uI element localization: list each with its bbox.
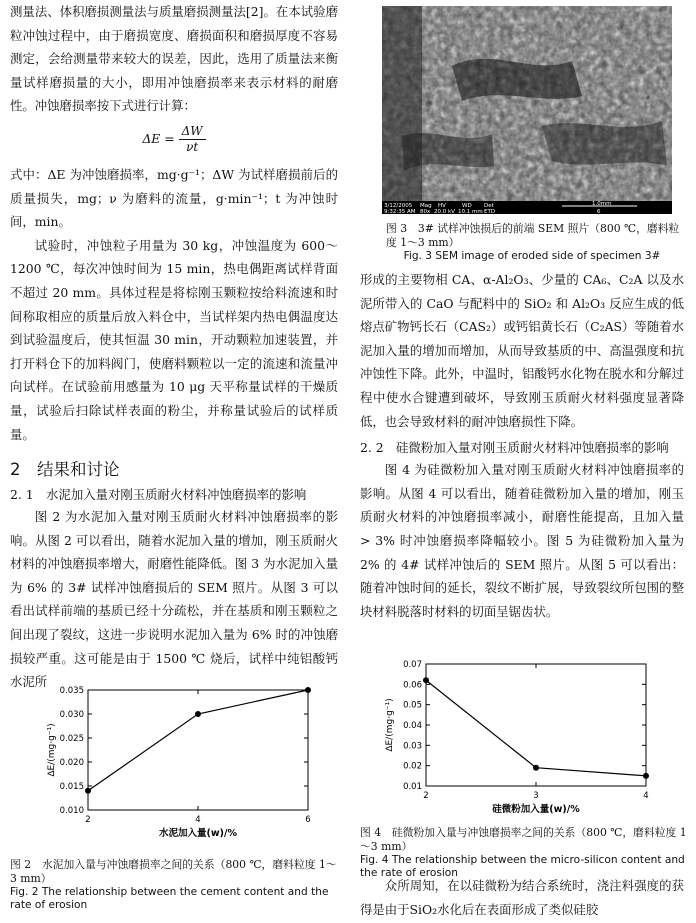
sem-time: 9:32:35 AM — [384, 209, 416, 214]
sem-wd-value: 10.1 mm — [458, 209, 483, 214]
x-axis-label: 硅微粉加入量(w)/% — [492, 804, 580, 815]
sem-hv-value: 20.0 kV — [434, 209, 455, 214]
figure-2 — [10, 682, 340, 912]
section-2-1-title: 2. 1 水泥加入量对刚玉质耐火材料冲蚀磨损率的影响 — [10, 487, 307, 503]
right-column — [360, 268, 684, 623]
y-axis-label: ΔE/(mg·g⁻¹) — [385, 698, 395, 752]
figure-4-caption-cn: 图 4 硅微粉加入量与冲蚀磨损率之间的关系（800 ℃，磨料粒度 1～3 mm） — [360, 826, 687, 853]
series-line — [426, 680, 646, 776]
y-axis-label: ΔE/(mg·g⁻¹) — [47, 723, 57, 777]
x-tick-label: 4 — [643, 791, 649, 801]
formula-fraction — [179, 124, 206, 155]
x-axis-label: 水泥加入量(w)/% — [159, 828, 237, 839]
y-tick-label: 0.05 — [403, 700, 422, 711]
right-last-paragraph: 众所周知，在以硅微粉为结合系统时，浇注料强度的获得是由于SiO₂水化后在表面形成了类似硅胶 — [360, 878, 684, 917]
data-point — [85, 788, 91, 794]
figure-2-caption-en: Fig. 2 The relationship between the cement content and the rate of erosion — [10, 886, 329, 911]
sem-date: 3/12/2005 — [384, 203, 413, 209]
sem-wd-label: WD — [462, 203, 472, 209]
sem-det-value: ETD — [484, 209, 496, 214]
sem-mag-value: 80x — [420, 209, 431, 214]
figure-3-caption-en: Fig. 3 SEM image of eroded side of specimen 3# — [403, 250, 661, 262]
right-column-bottom — [360, 874, 684, 921]
erosion-formula — [10, 124, 338, 155]
y-tick-label: 0.07 — [403, 660, 422, 670]
y-tick-label: 0.035 — [59, 686, 84, 696]
y-tick-label: 0.01 — [403, 782, 422, 792]
test-procedure-paragraph: 试验时，冲蚀粒子用量为 30 kg，冲蚀温度为 600～1200 ℃，每次冲蚀时间为 15 min，热电偶距离试样背面不超过 20 mm。具体过程是将棕刚玉颗粒按给料流速和时间称取相应的质量后放入料仓中，当试样架内热电偶温度达到试验温度后，使其恒温 30 min，开动颗粒加速装置，并打开料仓下的加料阀门，使磨料颗粒以一定的流速和流量冲向试样。在试验前用感量为 10 μg 天平称量试样的干燥质量，试验后扫除试样表面的粉尘，并称量试验后的试样质量。 — [10, 237, 338, 442]
y-tick-label: 0.015 — [59, 782, 84, 792]
series-line — [88, 690, 308, 791]
figure-3 — [382, 6, 682, 263]
y-tick-label: 0.025 — [59, 734, 84, 744]
figure-4-chart — [360, 656, 690, 820]
formula-lhs: ΔE = — [142, 130, 175, 146]
figure-4 — [360, 656, 690, 880]
figure-3-caption-cn: 图 3 3# 试样冲蚀损后的前端 SEM 照片（800 ℃，磨料粒度 1～3 mm） — [386, 222, 680, 249]
formula-numerator: ΔW — [179, 124, 206, 140]
x-tick-label: 3 — [533, 791, 539, 801]
data-point — [643, 773, 649, 779]
data-point — [195, 711, 201, 717]
right-continuation-paragraph: 形成的主要物相 CA、α-Al₂O₃、少量的 CA₆、C₂A 以及水泥所带入的 CaO 与配料中的 SiO₂ 和 Al₂O₃ 反应生成的低熔点矿物钙长石（CAS₂）或钙铝黄长石（C₂AS）等随着水泥加入量的增加而增加，从而导致基质的中、高温强度和抗冲蚀性下降。此外，中温时，铝酸钙水化物在脱水和分解过程中使水合键遭到破坏，导致刚玉质耐火材料强度显著降低，也会导致材料的耐冲蚀磨损性下降。 — [360, 272, 684, 429]
method-paragraph: 测量法、体积磨损测量法与质量磨损测量法[2]。在本试验磨粒冲蚀过程中，由于磨损宽度、磨损面积和磨损厚度不容易测定，会给测量带来较大的误差，因此，选用了质量法来衡量试样磨损量的大小，即用冲蚀磨损率来表示材料的耐磨性。冲蚀磨损率按下式进行计算： — [10, 4, 338, 114]
data-point — [423, 677, 429, 683]
data-point — [533, 765, 539, 771]
section-2-1-paragraph: 图 2 为水泥加入量对刚玉质耐火材料冲蚀磨损率的影响。从图 2 可以看出，随着水泥加入量的增加，刚玉质耐火材料的冲蚀磨损率增大，耐磨性能降低。图 3 为水泥加入量为 6% 的 3# 试样冲蚀磨损后的 SEM 照片。从图 3 可以看出试样前端的基质已经十分疏松，并在基质和刚玉颗粒之间出现了裂纹，这进一步说明水泥加入量为 6% 时的冲蚀磨损较严重。这可能是由于 1500 ℃ 烧后，试样中纯铝酸钙水泥所 — [10, 509, 338, 690]
sem-det-label: Det — [484, 203, 494, 209]
x-tick-label: 4 — [195, 815, 201, 825]
figure-4-caption-en: Fig. 4 The relationship between the micro-silicon content and the rate of erosion — [360, 854, 685, 879]
sem-image-number: 6 — [597, 209, 601, 214]
sem-mag-label: Mag — [420, 203, 432, 209]
sem-hv-label: HV — [438, 203, 446, 209]
x-tick-label: 2 — [85, 815, 91, 825]
x-tick-label: 2 — [423, 791, 429, 801]
y-tick-label: 0.020 — [59, 758, 84, 768]
sem-scale-label: 1.0mm — [592, 201, 612, 207]
x-tick-label: 6 — [305, 815, 311, 825]
section-2-2-title: 2. 2 硅微粉加入量对刚玉质耐火材料冲蚀磨损率的影响 — [360, 440, 669, 456]
plot-frame — [88, 690, 308, 810]
y-tick-label: 0.03 — [403, 741, 422, 752]
y-tick-label: 0.030 — [59, 710, 84, 720]
sem-image — [382, 6, 672, 214]
formula-denominator: νt — [186, 139, 199, 154]
figure-2-caption-cn: 图 2 水泥加入量与冲蚀磨损率之间的关系（800 ℃，磨料粒度 1～3 mm） — [10, 858, 337, 885]
variables-paragraph: 式中：ΔE 为冲蚀磨损率，mg·g⁻¹；ΔW 为试样磨损前后的质量损失，mg；ν 为磨料的流量，g·min⁻¹；t 为冲蚀时间，min。 — [10, 166, 338, 230]
y-tick-label: 0.02 — [403, 761, 422, 772]
y-tick-label: 0.010 — [59, 806, 84, 816]
data-point — [305, 687, 311, 693]
y-tick-label: 0.06 — [403, 680, 422, 691]
section-2-2-paragraph: 图 4 为硅微粉加入量对刚玉质耐火材料冲蚀磨损率的影响。从图 4 可以看出，随着硅微粉加入量的增加，刚玉质耐火材料的冲蚀磨损率减小，耐磨性能提高，且加入量 > 3% 时冲蚀磨损率降幅较小。图 5 为硅微粉加入量为 2% 的 4# 试样冲蚀后的 SEM 照片。从图 5 可以看出：随着冲蚀时间的延长，裂纹不断扩展，导致裂纹所包围的整块材料脱落时材料的切面呈锯齿状。 — [360, 462, 684, 619]
figure-2-chart — [10, 682, 340, 852]
section-2-title: 2 结果和讨论 — [10, 460, 120, 480]
y-tick-label: 0.04 — [403, 721, 422, 731]
left-column — [10, 0, 338, 694]
